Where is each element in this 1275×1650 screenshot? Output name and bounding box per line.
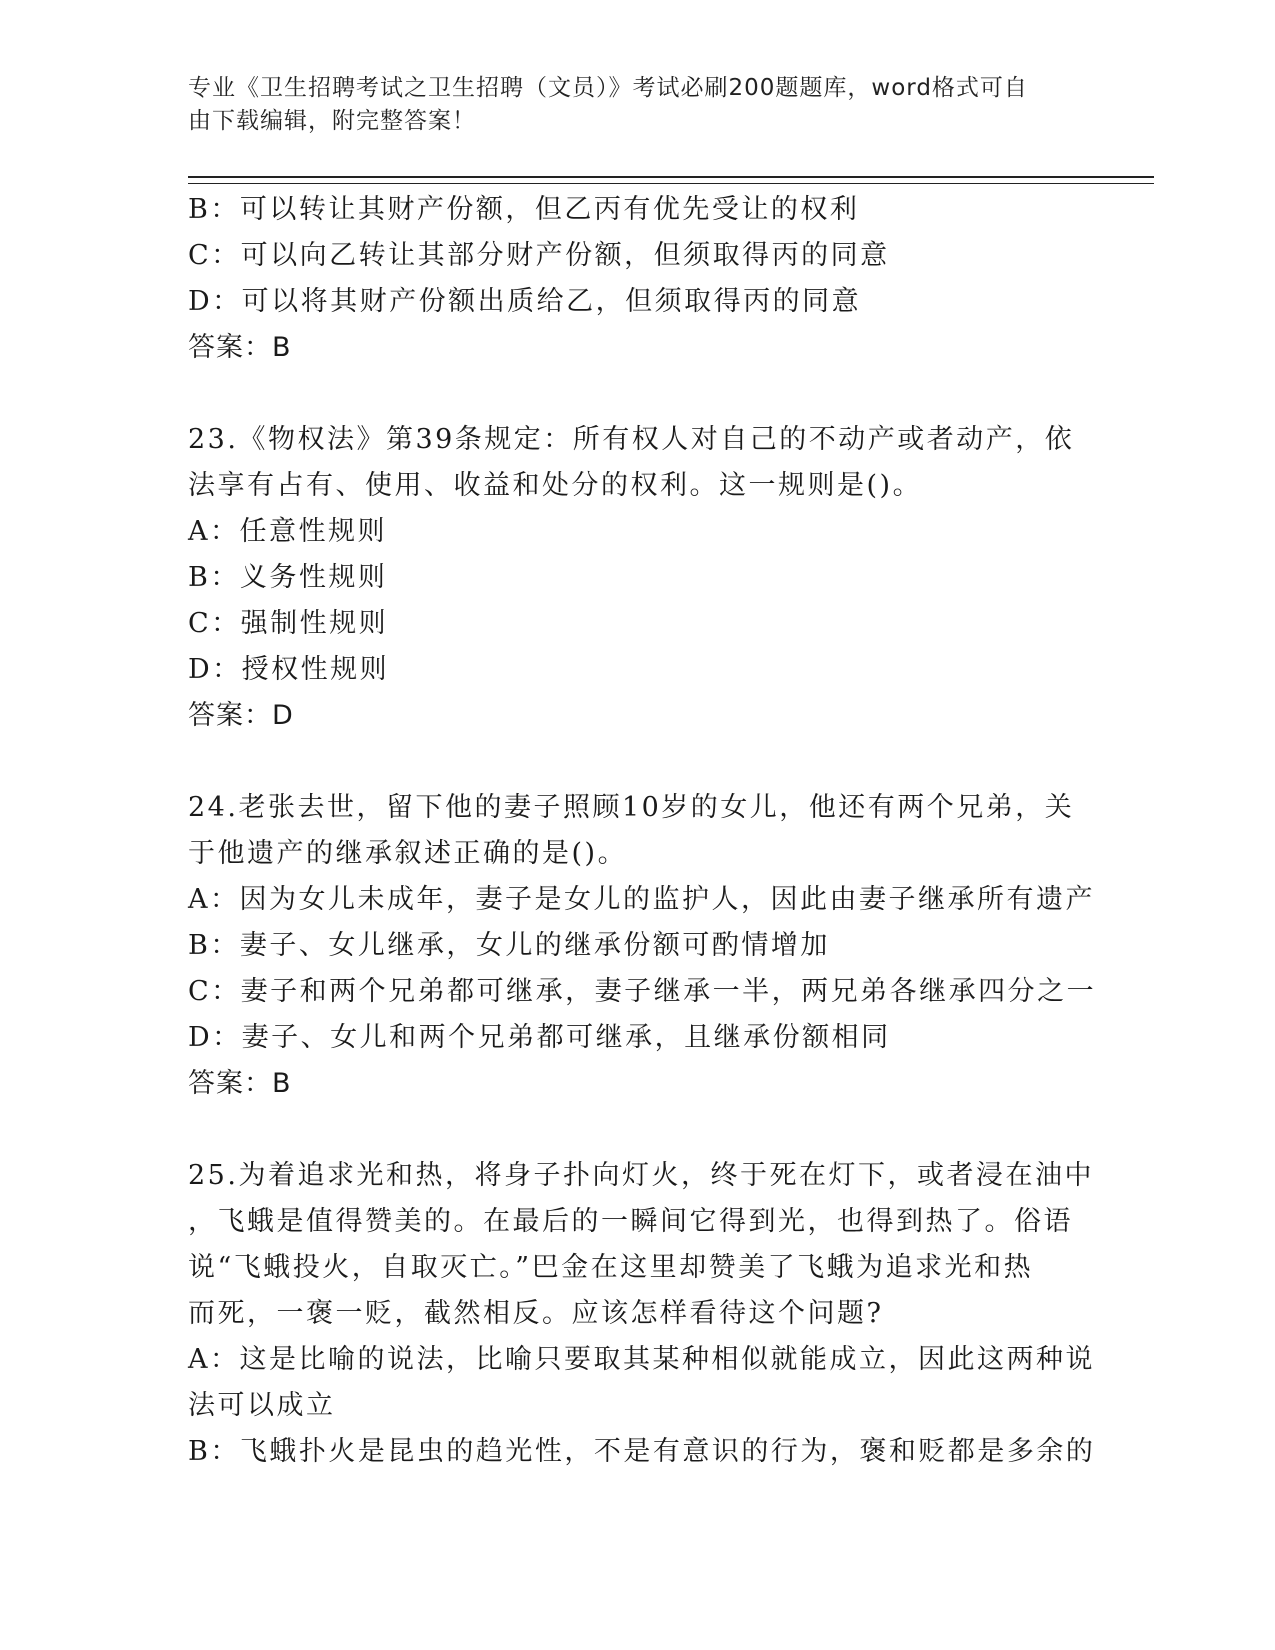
q23-stem-line-1: 23.《物权法》第39条规定：所有权人对自己的不动产或者动产，依 [188, 424, 1075, 455]
q22-answer: 答案：B [188, 332, 292, 363]
question-24 [188, 785, 1097, 1107]
q24-stem-line-2: 于他遗产的继承叙述正确的是()。 [188, 838, 628, 869]
spacer [188, 739, 1088, 785]
q23-option-d: D：授权性规则 [188, 654, 390, 685]
header-line-1: 专业《卫生招聘考试之卫生招聘（文员）》考试必刷200题题库，word格式可自 [188, 75, 1028, 101]
header-rule-thin [188, 183, 1154, 184]
header-line-2: 由下载编辑，附完整答案！ [188, 108, 476, 134]
q22-option-d: D：可以将其财产份额出质给乙，但须取得丙的同意 [188, 286, 862, 317]
q23-stem-line-2: 法享有占有、使用、收益和处分的权利。这一规则是()。 [188, 470, 923, 501]
q25-stem-line-1: 25.为着追求光和热，将身子扑向灯火，终于死在灯下，或者浸在油中 [188, 1160, 1094, 1191]
question-23 [188, 417, 1088, 739]
q24-stem-line-1: 24.老张去世，留下他的妻子照顾10岁的女儿，他还有两个兄弟，关 [188, 792, 1075, 823]
spacer [188, 1107, 1088, 1153]
header-rule-thick [188, 176, 1154, 178]
q25-option-a-line-2: 法可以成立 [188, 1390, 336, 1421]
question-25 [188, 1153, 1096, 1475]
q23-option-b: B：义务性规则 [188, 562, 388, 593]
q22-option-c: C：可以向乙转让其部分财产份额，但须取得丙的同意 [188, 240, 890, 271]
q25-stem-line-4: 而死，一褒一贬，截然相反。应该怎样看待这个问题? [188, 1298, 884, 1329]
q25-stem-line-2: ，飞蛾是值得赞美的。在最后的一瞬间它得到光，也得到热了。俗语 [188, 1206, 1073, 1237]
q23-option-c: C：强制性规则 [188, 608, 389, 639]
q25-option-a-line-1: A：这是比喻的说法，比喻只要取其某种相似就能成立，因此这两种说 [188, 1344, 1095, 1375]
q23-answer: 答案：D [188, 700, 294, 731]
q24-option-c: C：妻子和两个兄弟都可继承，妻子继承一半，两兄弟各继承四分之一 [188, 976, 1097, 1007]
q24-option-a: A：因为女儿未成年，妻子是女儿的监护人，因此由妻子继承所有遗产 [188, 884, 1095, 915]
question-content [188, 187, 1097, 1475]
q25-option-b: B：飞蛾扑火是昆虫的趋光性，不是有意识的行为，褒和贬都是多余的 [188, 1436, 1096, 1467]
q22-option-b: B：可以转让其财产份额，但乙丙有优先受让的权利 [188, 194, 860, 225]
question-22 [188, 187, 1088, 371]
q23-option-a: A：任意性规则 [188, 516, 387, 547]
q24-option-b: B：妻子、女儿继承，女儿的继承份额可酌情增加 [188, 930, 830, 961]
q24-option-d: D：妻子、女儿和两个兄弟都可继承，且继承份额相同 [188, 1022, 891, 1053]
q25-stem-line-3: 说“飞蛾投火，自取灭亡。”巴金在这里却赞美了飞蛾为追求光和热 [188, 1252, 1034, 1283]
q24-answer: 答案：B [188, 1068, 292, 1099]
spacer [188, 371, 1088, 417]
document-header [188, 72, 1068, 138]
